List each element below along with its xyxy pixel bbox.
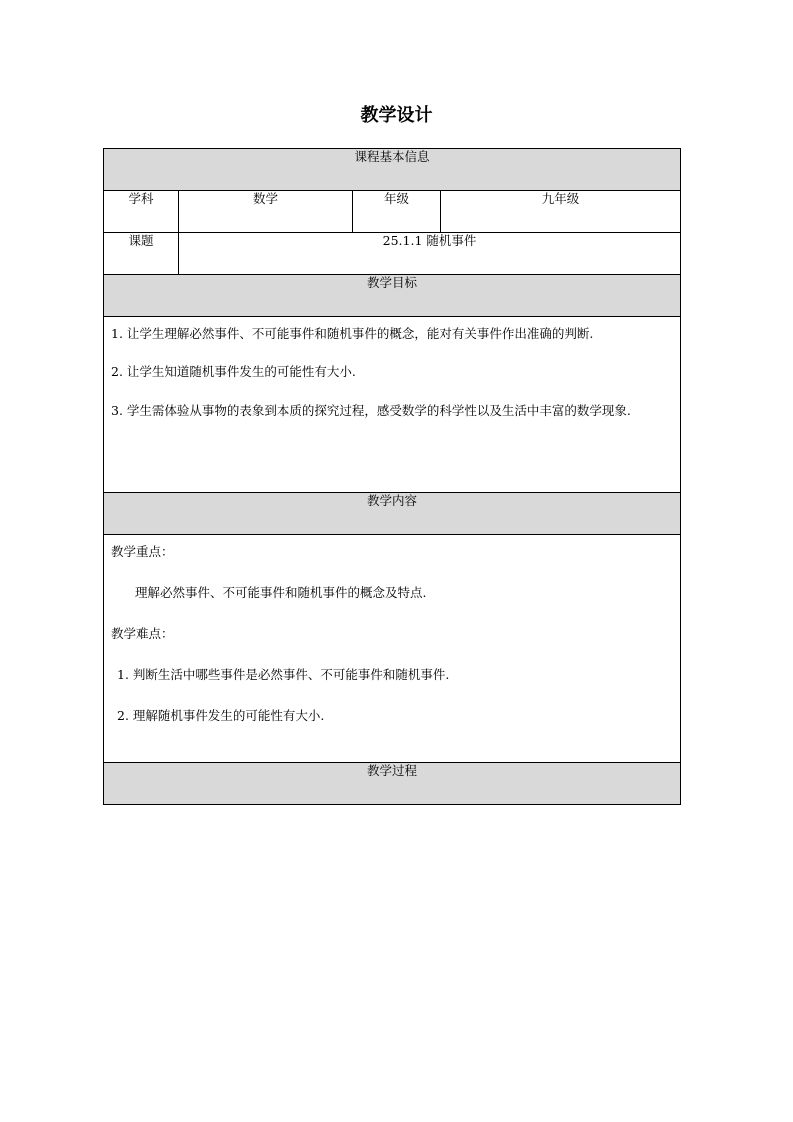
- goals-header: 教学目标: [104, 275, 681, 317]
- content-row: [104, 535, 681, 763]
- key-points-label: 教学重点：: [111, 544, 174, 559]
- process-header: 教学过程: [104, 763, 681, 805]
- goals-row: [104, 317, 681, 493]
- content-header: 教学内容: [104, 493, 681, 535]
- goals-header-row: [104, 275, 681, 317]
- goal-item: 1. 让学生理解必然事件、不可能事件和随机事件的概念，能对有关事件作出准确的判断.: [111, 326, 594, 341]
- document-title: 教学设计: [360, 105, 433, 126]
- topic-row: [104, 233, 681, 275]
- basic-info-header-row: [104, 149, 681, 191]
- key-points-text: 理解必然事件、不可能事件和随机事件的概念及特点.: [135, 585, 427, 600]
- content-cell: [104, 535, 681, 763]
- difficulties-label: 教学难点：: [111, 626, 174, 641]
- difficulty-item: 1. 判断生活中哪些事件是必然事件、不可能事件和随机事件.: [117, 667, 450, 682]
- basic-info-header: 课程基本信息: [104, 149, 681, 191]
- process-header-row: [104, 763, 681, 805]
- goal-item: 2. 让学生知道随机事件发生的可能性有大小.: [111, 364, 356, 379]
- grade-value: 九年级: [441, 191, 681, 233]
- lesson-plan-table: [103, 148, 681, 805]
- difficulty-item: 2. 理解随机事件发生的可能性有大小.: [117, 708, 325, 723]
- topic-label: 课题: [104, 233, 179, 275]
- goals-cell: [104, 317, 681, 493]
- content-header-row: [104, 493, 681, 535]
- subject-grade-row: [104, 191, 681, 233]
- topic-value: 25.1.1 随机事件: [179, 233, 681, 275]
- subject-label: 学科: [104, 191, 179, 233]
- goal-item: 3. 学生需体验从事物的表象到本质的探究过程，感受数学的科学性以及生活中丰富的数学现象.: [111, 403, 631, 418]
- subject-value: 数学: [179, 191, 353, 233]
- grade-label: 年级: [353, 191, 441, 233]
